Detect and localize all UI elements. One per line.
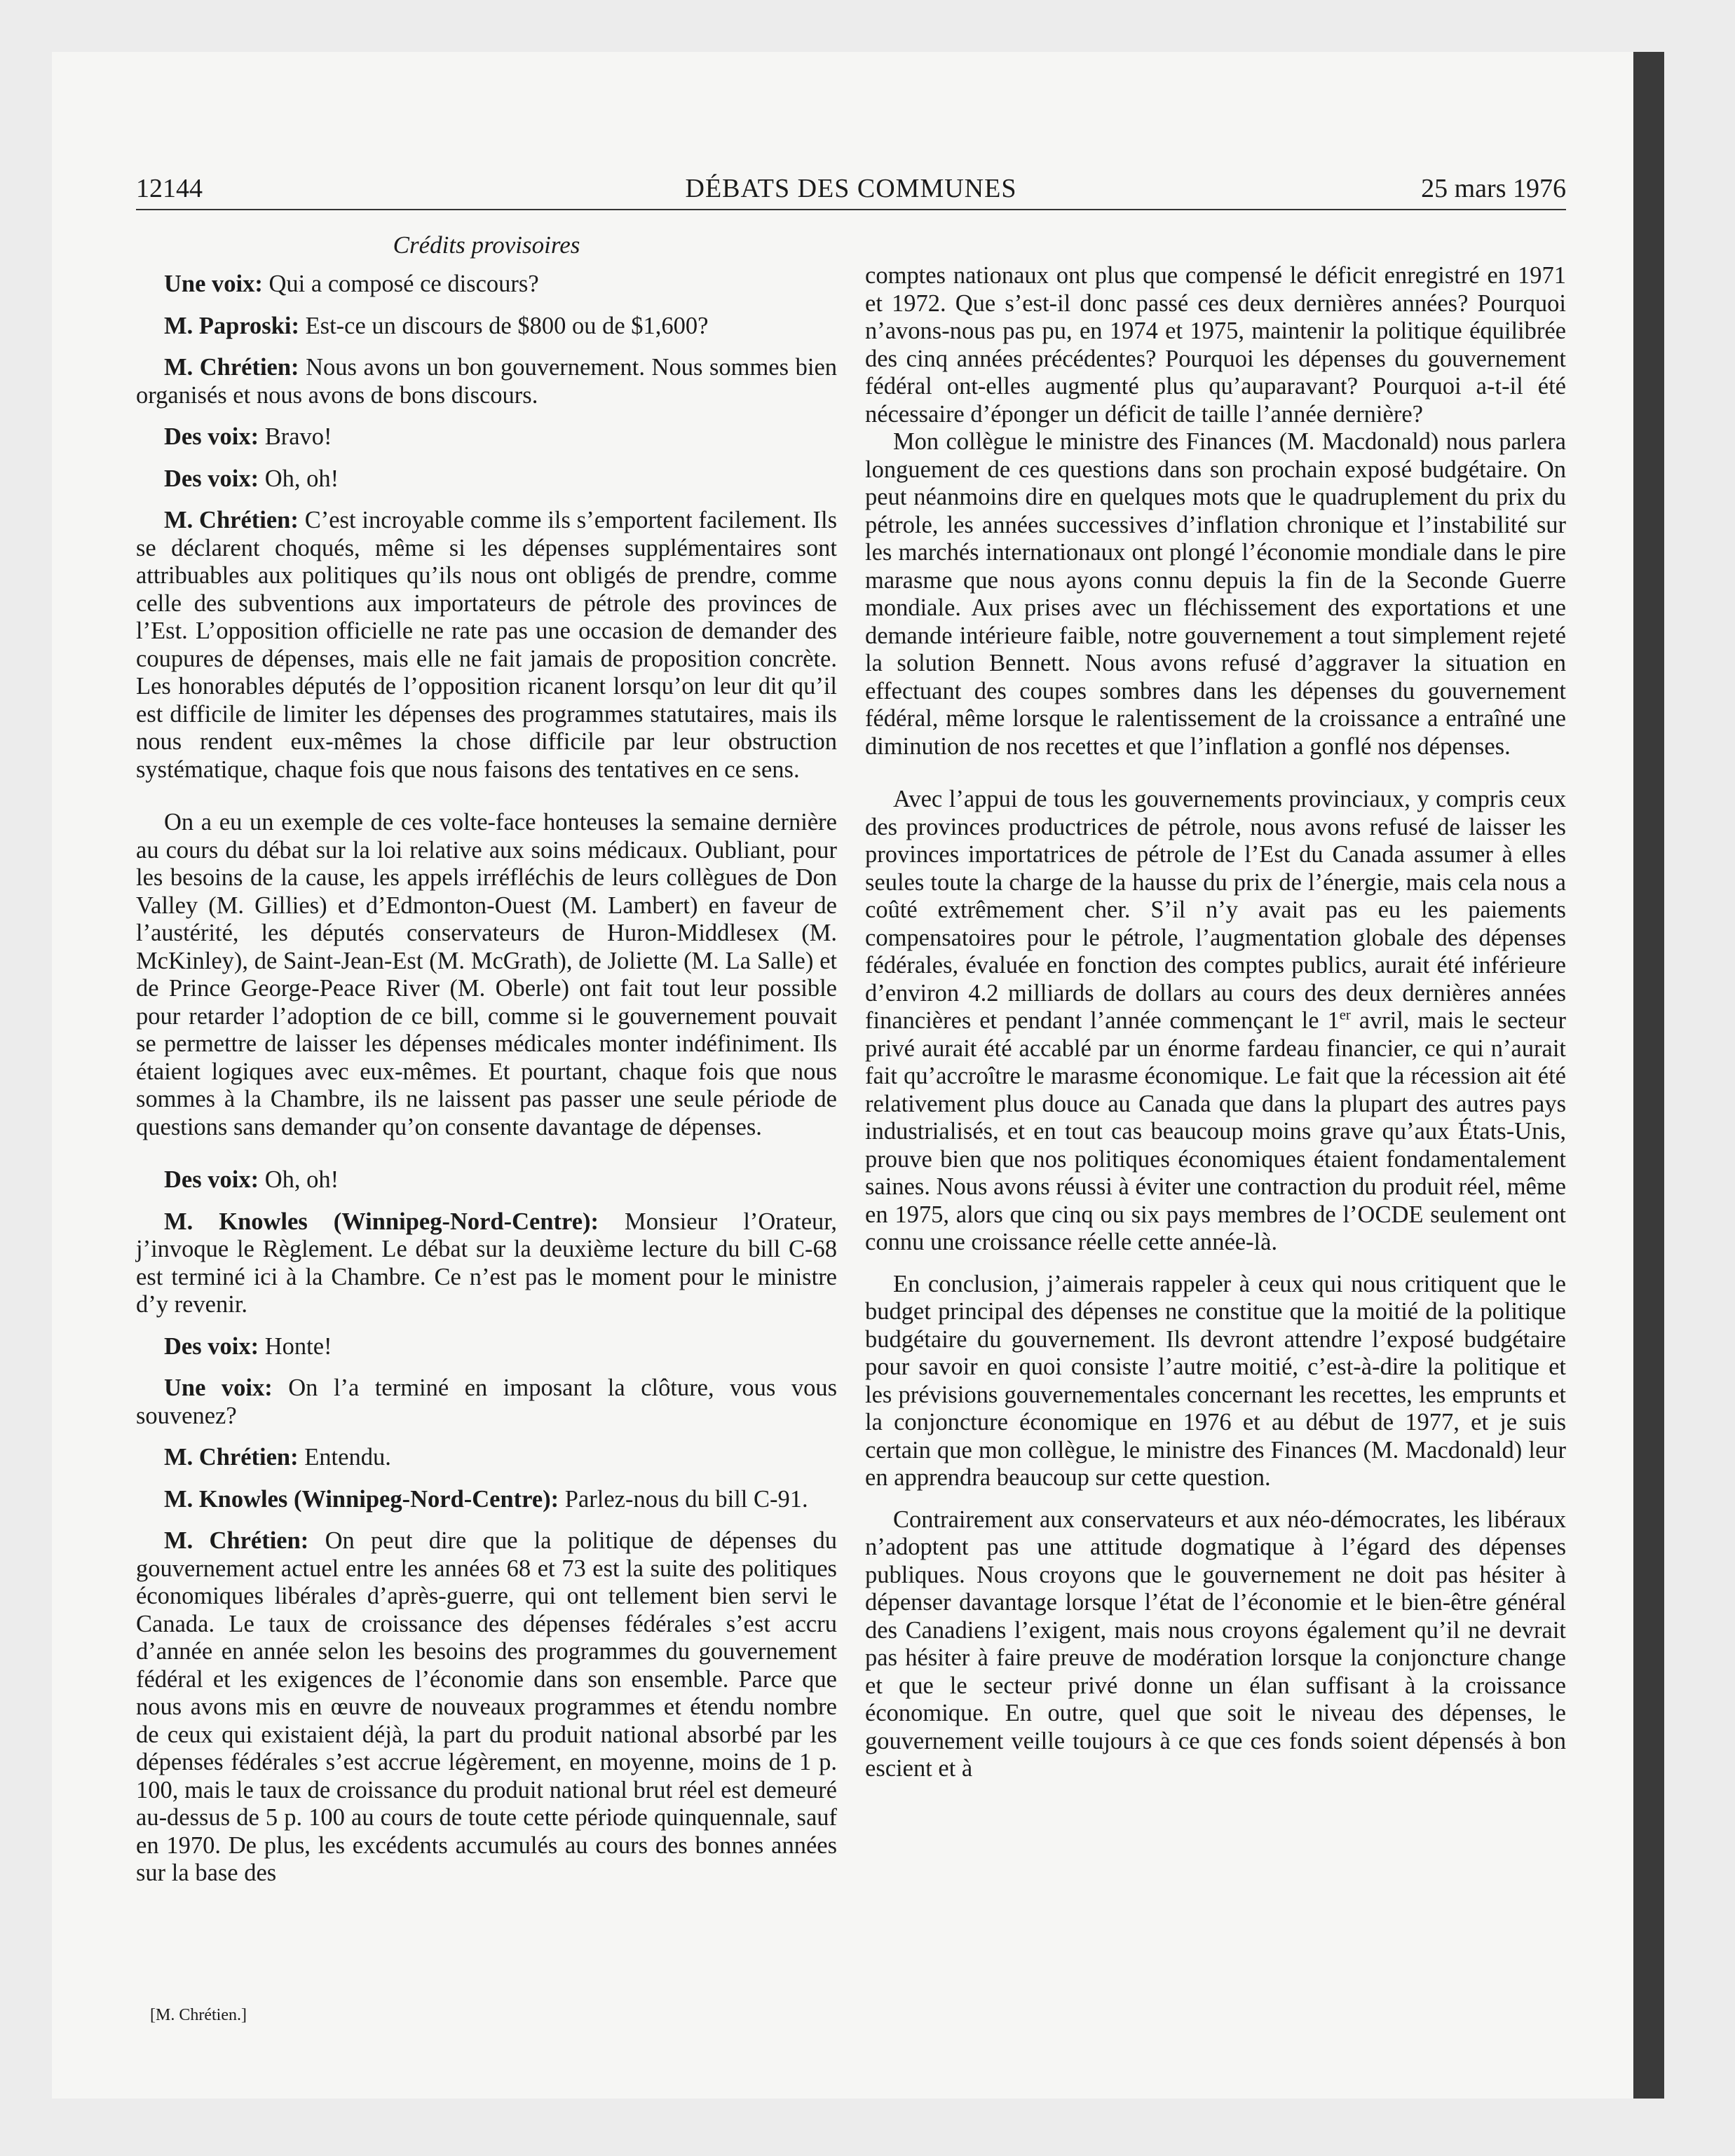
page-number: 12144 bbox=[136, 174, 203, 203]
speaker-footnote: [M. Chrétien.] bbox=[150, 2006, 247, 2024]
intervention-text: Est-ce un discours de $800 ou de $1,600? bbox=[305, 312, 709, 339]
intervention-text: Entendu. bbox=[304, 1444, 391, 1471]
intervention bbox=[136, 1374, 837, 1430]
intervention bbox=[136, 1166, 837, 1194]
speaker-name: M. Chrétien: bbox=[164, 1444, 299, 1471]
header-rule bbox=[136, 209, 1566, 210]
intervention bbox=[136, 1486, 837, 1514]
paragraph-text: Contrairement aux conservateurs et aux néo-démocrates, les libéraux n’adoptent pas une attitude dogmatique à l’égard des dépenses publiques. Nous croyons que le gouvernement ne doit pas hésiter à dépenser davantage lorsque l’état de l’économie et le bien-être général des Canadiens l’exigent, mais nous croyons également qu’il ne devrait pas hésiter à faire preuve de modération lorsque la conjoncture change et que le secteur privé donne un élan suffisant à la croissance économique. En outre, quel que soit le niveau des dépenses, le gouvernement veille toujours à ce que ces fonds soient dépensés à bon escient et à bbox=[865, 1506, 1566, 1782]
intervention-text: On peut dire que la politique de dépenses du gouvernement actuel entre les années 68 et 73 est la suite des politiques économiques libérales d’après-guerre, qui ont tellement bien servi le Canada. Le taux de croissance des dépenses fédérales s’est accru d’année en année selon les besoins des programmes du gouvernement fédéral et les exigences de l’économie dans son ensemble. Parce que nous avons mis en œuvre de nouveaux programmes et étendu nombre de ceux qui existaient déjà, la part du produit national absorbé par les dépenses fédérales s’est accrue légèrement, en moyenne, moins de 1 p. 100, mais le taux de croissance du produit national brut réel est demeuré au-dessus de 5 p. 100 au cours de toute cette période quinquennale, sauf en 1970. De plus, les excédents accumulés au cours des bonnes années sur la base des bbox=[136, 1527, 838, 1886]
speaker-name: M. Knowles (Winnipeg-Nord-Centre): bbox=[164, 1485, 559, 1513]
intervention bbox=[136, 507, 837, 784]
intervention bbox=[136, 271, 837, 299]
paragraph bbox=[865, 262, 1566, 428]
intervention bbox=[136, 1527, 837, 1888]
intervention-text: Oh, oh! bbox=[264, 1166, 339, 1193]
speaker-name: M. Chrétien: bbox=[164, 507, 299, 533]
speaker-name: Des voix: bbox=[164, 1166, 259, 1193]
publication-title: DÉBATS DES COMMUNES bbox=[685, 174, 1017, 203]
right-column bbox=[865, 262, 1566, 1783]
intervention-text: Honte! bbox=[264, 1332, 332, 1360]
scan-edge-bar bbox=[1633, 52, 1664, 2099]
intervention bbox=[136, 1444, 837, 1472]
intervention-text: Monsieur l’Orateur, j’invoque le Règlement. Le débat sur la deuxième lecture du bill C-68 est terminé ici à la Chambre. Ce n’est pas le moment pour le ministre d’y revenir. bbox=[136, 1208, 837, 1318]
paragraph bbox=[865, 786, 1566, 1257]
speaker-name: M. Chrétien: bbox=[164, 354, 299, 381]
speaker-name: M. Paproski: bbox=[164, 312, 299, 339]
intervention-text: Bravo! bbox=[264, 423, 332, 450]
intervention bbox=[136, 465, 837, 493]
publication-date: 25 mars 1976 bbox=[1421, 174, 1566, 203]
intervention bbox=[136, 1333, 837, 1361]
intervention-text: C’est incroyable comme ils s’emportent facilement. Ils se déclarent choqués, même si les dépenses supplémentaires sont attribuables aux politiques qu’ils nous ont obligés de prendre, comme celle des subventions aux importateurs de pétrole des provinces de l’Est. L’opposition officielle ne rate pas une occasion de demander des coupures de dépenses, mais elle ne fait jamais de proposition concrète. Les honorables députés de l’opposition ricanent lorsqu’on leur dit qu’il est difficile de limiter les dépenses des programmes statutaires, mais ils nous rendent eux-mêmes la chose difficile par leur obstruction systématique, chaque fois que nous faisons des tentatives en ce sens. bbox=[136, 507, 838, 783]
paragraph bbox=[865, 1506, 1566, 1783]
paragraph bbox=[865, 428, 1566, 760]
speaker-name: M. Knowles (Winnipeg-Nord-Centre): bbox=[164, 1208, 599, 1235]
intervention bbox=[136, 354, 837, 409]
ordinal-superscript: er bbox=[1339, 1007, 1351, 1023]
paragraph-text: En conclusion, j’aimerais rappeler à ceux qui nous critiquent que le budget principal des dépenses ne constitue que la moitié de la politique budgétaire du gouvernement. Ils devront attendre l’exposé budgétaire pour savoir en quoi consiste l’autre moitié, c’est-à-dire la politique et les prévisions gouvernementales concernant les recettes, les emprunts et la conjoncture économique en 1976 et au début de 1977, et je suis certain que mon collègue, le ministre des Finances (M. Macdonald) leur en apprendra beaucoup sur cette question. bbox=[865, 1270, 1566, 1491]
intervention-text: Qui a composé ce discours? bbox=[268, 271, 539, 297]
paragraph bbox=[136, 809, 837, 1141]
paragraph bbox=[865, 1271, 1566, 1492]
intervention bbox=[136, 1208, 837, 1319]
speaker-name: M. Chrétien: bbox=[164, 1527, 309, 1554]
speaker-name: Des voix: bbox=[164, 465, 259, 492]
intervention-text: Oh, oh! bbox=[264, 465, 339, 492]
intervention-text: Parlez-nous du bill C-91. bbox=[564, 1485, 808, 1513]
speaker-name: Des voix: bbox=[164, 1332, 259, 1360]
paragraph-text: Mon collègue le ministre des Finances (M. Macdonald) nous parlera longuement de ces questions dans son prochain exposé budgétaire. On peut néanmoins dire en quelques mots que le quadruplement du prix du pétrole, les années successives d’inflation chronique et l’instabilité sur les marchés internationaux ont plongé l’économie mondiale dans le pire marasme que nous ayons connu depuis la fin de la Seconde Guerre mondiale. Aux prises avec un fléchissement des exportations et une demande intérieure faible, notre gouvernement a tout simplement rejeté la solution Bennett. Nous avons refusé d’aggraver la situation en effectuant des coupes sombres dans les dépenses du gouvernement fédéral, même lorsque le ralentissement de la croissance a entraîné une diminution de nos recettes et que l’inflation a gonflé nos dépenses. bbox=[865, 428, 1566, 760]
intervention-text: Nous avons un bon gouvernement. Nous sommes bien organisés et nous avons de bons discours. bbox=[136, 354, 838, 409]
left-column bbox=[136, 271, 837, 1888]
section-subheading: Crédits provisoires bbox=[393, 231, 580, 259]
intervention bbox=[136, 423, 837, 451]
speaker-name: Une voix: bbox=[164, 271, 263, 297]
speaker-name: Une voix: bbox=[164, 1374, 273, 1401]
paragraph-text: Avec l’appui de tous les gouvernements provinciaux, y compris ceux des provinces productrices de pétrole, nous avons refusé de laisser les provinces importatrices de pétrole de l’Est du Canada assumer à elles seules toute la charge de la hausse du prix de l’énergie, mais cela nous a coûté extrêmement cher. S’il n’y avait pas eu les paiements compensatoires pour le pétrole, l’augmentation globale des dépenses fédérales, évaluée en fonction des comptes publics, aurait été inférieure d’environ 4.2 milliards de dollars au cours des deux dernières années financières et pendant l’année commençant le 1 bbox=[865, 786, 1566, 1034]
paragraph-text: avril, mais le secteur privé aurait été accablé par un énorme fardeau financier, ce qui n’aurait fait qu’accroître le marasme économique. Le fait que la récession ait été relativement plus douce au Canada que dans la plupart des autres pays industrialisés, et en tout cas beaucoup moins grave qu’aux États-Unis, prouve bien que nos politiques économiques étaient fondamentalement saines. Nous avons réussi à éviter une contraction du produit réel, même en 1975, alors que cinq ou six pays membres de l’OCDE seulement ont connu une croissance réelle cette année-là. bbox=[865, 1007, 1566, 1255]
intervention bbox=[136, 313, 837, 341]
paragraph-text: On a eu un exemple de ces volte-face honteuses la semaine dernière au cours du débat sur la loi relative aux soins médicaux. Oubliant, pour les besoins de la cause, les appels irréfléchis de leurs collègues de Don Valley (M. Gillies) et d’Edmonton-Ouest (M. Lambert) en faveur de l’austérité, les députés conservateurs de Huron-Middlesex (M. McKinley), de Saint-Jean-Est (M. McGrath), de Joliette (M. La Salle) et de Prince George-Peace River (M. Oberle) ont fait tout leur possible pour retarder l’adoption de ce bill, comme si le gouvernement pouvait se permettre de laisser les dépenses médicales monter indéfiniment. Ils étaient logiques avec eux-mêmes. Et pourtant, chaque fois que nous sommes à la Chambre, ils ne laissent pas passer une seule période de questions sans demander qu’on consente davantage de dépenses. bbox=[136, 809, 837, 1140]
paragraph-text: comptes nationaux ont plus que compensé le déficit enregistré en 1971 et 1972. Que s’est-il donc passé ces deux dernières années? Pourquoi n’avons-nous pas pu, en 1974 et 1975, maintenir la politique équilibrée des cinq années précédentes? Pourquoi les dépenses du gouvernement fédéral ont-elles augmenté plus qu’auparavant? Pourquoi a-t-il été nécessaire d’éponger un déficit de taille l’année dernière? bbox=[865, 262, 1566, 428]
page-header bbox=[136, 171, 1566, 206]
speaker-name: Des voix: bbox=[164, 423, 259, 450]
intervention-text: On l’a terminé en imposant la clôture, vous vous souvenez? bbox=[136, 1374, 837, 1429]
